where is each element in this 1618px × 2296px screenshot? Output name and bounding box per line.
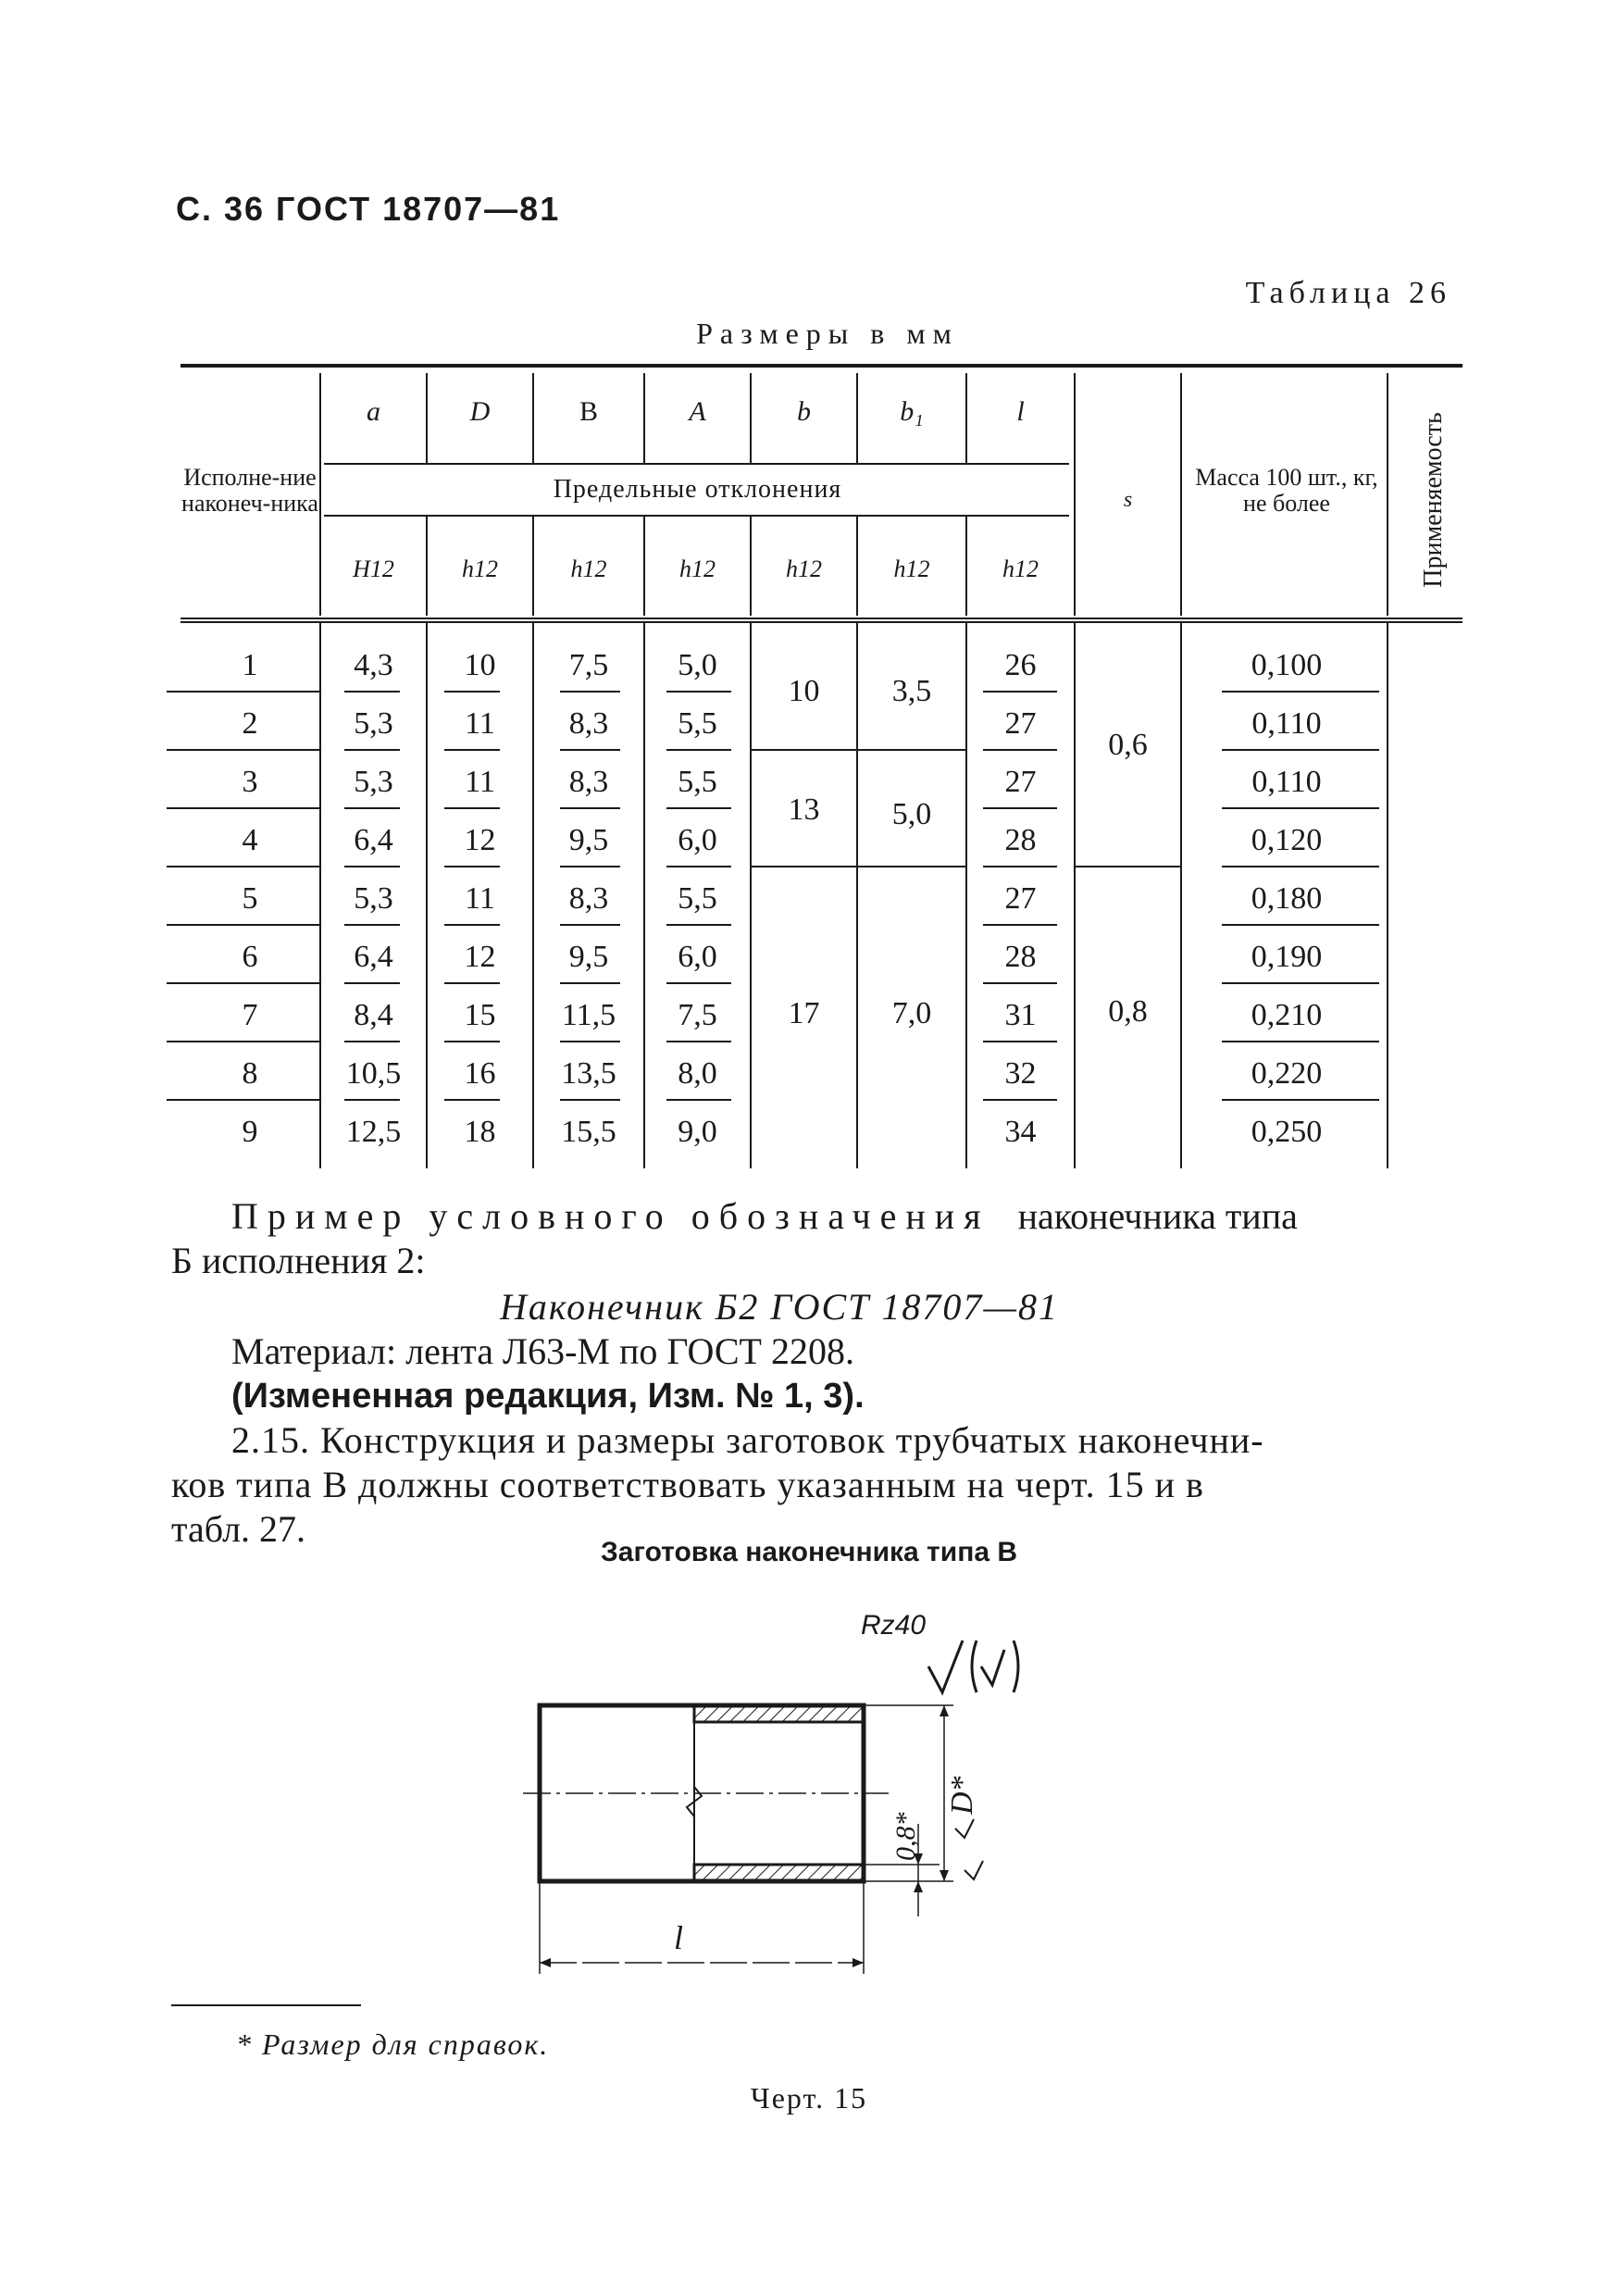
footnote-divider xyxy=(171,2004,361,2006)
cell-a: 6,4 xyxy=(354,940,393,974)
cell-B: 7,5 xyxy=(568,648,609,682)
cell-variant: 9 xyxy=(242,1115,258,1149)
blank-drawing xyxy=(518,1592,1037,1981)
cell-A: 9,0 xyxy=(678,1115,717,1149)
cell-B: 8,3 xyxy=(568,765,609,799)
cell-B: 9,5 xyxy=(568,823,609,857)
roughness-small-check-icon xyxy=(981,1650,1004,1685)
revision-note: (Измененная редакция, Изм. № 1, 3). xyxy=(231,1377,865,1416)
table-label: Таблица 26 xyxy=(1245,276,1451,310)
cell-D: 11 xyxy=(465,765,495,799)
header-mass: Масса 100 шт., кг, не более xyxy=(1195,464,1378,517)
material: Материал: лента Л63-М по ГОСТ 2208. xyxy=(231,1330,854,1372)
cell-B: 8,3 xyxy=(568,881,609,916)
cell-D: 11 xyxy=(465,881,495,916)
cell-A: 5,5 xyxy=(678,706,717,741)
cell-A: 5,0 xyxy=(678,648,717,682)
paren-open-icon xyxy=(972,1641,977,1692)
header-applicability: Применяемость xyxy=(1419,412,1448,588)
cell-variant: 7 xyxy=(242,998,258,1032)
tol-B: h12 xyxy=(570,555,607,582)
example-line-2: Б исполнения 2: xyxy=(171,1240,426,1281)
cell-b-group2: 13 xyxy=(788,792,820,827)
tol-A: h12 xyxy=(679,555,716,582)
cell-D: 16 xyxy=(464,1056,496,1091)
header-variant: Исполне-ние наконеч-ника xyxy=(181,464,318,517)
cell-l: 27 xyxy=(1004,706,1037,741)
cell-B: 15,5 xyxy=(561,1115,616,1149)
wall-top xyxy=(694,1705,864,1722)
cell-l: 27 xyxy=(1004,765,1037,799)
cell-A: 8,0 xyxy=(678,1056,717,1091)
cell-l: 28 xyxy=(1004,823,1037,857)
tol-D: h12 xyxy=(462,555,498,582)
cell-B: 13,5 xyxy=(561,1056,616,1091)
cell-D: 12 xyxy=(464,823,496,857)
header-A: A xyxy=(689,396,706,427)
wall-bottom xyxy=(694,1865,864,1881)
example-line-1 xyxy=(231,1194,1298,1239)
header-l: l xyxy=(1016,396,1025,427)
cell-A: 5,5 xyxy=(678,881,717,916)
cell-b-group3: 17 xyxy=(788,996,820,1030)
cell-b1-group3: 7,0 xyxy=(891,996,932,1030)
cell-mass: 0,210 xyxy=(1251,998,1323,1032)
example-tail: наконечника типа xyxy=(1017,1195,1298,1237)
header-a: a xyxy=(367,396,380,427)
cell-B: 11,5 xyxy=(561,998,616,1032)
paragraph-2-15-line-1: 2.15. Конструкция и размеры заготовок трубчатых наконечни- xyxy=(231,1419,1264,1461)
cell-s-group2: 0,8 xyxy=(1108,994,1148,1029)
cell-variant: 5 xyxy=(242,881,258,916)
table-units: Размеры в мм xyxy=(696,317,959,350)
cell-D: 10 xyxy=(464,648,496,682)
cell-variant: 1 xyxy=(242,648,258,682)
cell-mass: 0,220 xyxy=(1251,1056,1323,1091)
drawing-title: Заготовка наконечника типа В xyxy=(600,1537,1017,1567)
cell-mass: 0,110 xyxy=(1251,765,1322,799)
cell-mass: 0,180 xyxy=(1251,881,1323,916)
cell-D: 12 xyxy=(464,940,496,974)
cell-variant: 8 xyxy=(242,1056,258,1091)
cell-a: 5,3 xyxy=(354,881,393,916)
paragraph-2-15-line-3: табл. 27. xyxy=(171,1508,306,1550)
cell-D: 11 xyxy=(465,706,495,741)
example-lead: Пример условного обозначения xyxy=(231,1195,990,1237)
cell-mass: 0,100 xyxy=(1251,648,1323,682)
roughness-mark-icon xyxy=(955,1819,974,1838)
dim-diameter-label: D* xyxy=(945,1776,979,1815)
roughness-mark-icon xyxy=(965,1861,983,1879)
cell-variant: 6 xyxy=(242,940,258,974)
cell-mass: 0,250 xyxy=(1251,1115,1323,1149)
dim-length-label: l xyxy=(674,1919,684,1956)
roughness-check-icon xyxy=(928,1641,963,1692)
cell-D: 15 xyxy=(464,998,496,1032)
cell-a: 10,5 xyxy=(345,1056,402,1091)
header-b1: b₁ xyxy=(900,396,924,427)
designation: Наконечник Б2 ГОСТ 18707—81 xyxy=(500,1286,1059,1328)
header-b: b xyxy=(797,396,811,427)
tol-a: H12 xyxy=(353,555,394,582)
cell-l: 26 xyxy=(1004,648,1037,682)
cell-b1-group2: 5,0 xyxy=(891,797,932,831)
cell-a: 12,5 xyxy=(345,1115,402,1149)
header-s: s xyxy=(1123,487,1133,512)
cell-D: 18 xyxy=(464,1115,496,1149)
cell-b-group1: 10 xyxy=(788,674,820,708)
dim-thickness-label: 0,8* xyxy=(890,1812,921,1861)
cell-mass: 0,190 xyxy=(1251,940,1323,974)
footnote: * Размер для справок. xyxy=(236,2028,550,2061)
cell-a: 5,3 xyxy=(354,706,393,741)
cell-A: 5,5 xyxy=(678,765,717,799)
cell-mass: 0,110 xyxy=(1251,706,1322,741)
drawing-number: Черт. 15 xyxy=(750,2081,868,2115)
paren-close-icon xyxy=(1014,1641,1018,1692)
cell-s-group1: 0,6 xyxy=(1108,728,1148,762)
roughness-label: Rz40 xyxy=(861,1610,927,1641)
cell-l: 34 xyxy=(1004,1115,1037,1149)
cell-a: 8,4 xyxy=(354,998,393,1032)
cell-variant: 4 xyxy=(242,823,258,857)
cell-A: 6,0 xyxy=(678,823,717,857)
cell-B: 8,3 xyxy=(568,706,609,741)
header-B: B xyxy=(579,396,598,427)
cell-mass: 0,120 xyxy=(1251,823,1323,857)
cell-l: 32 xyxy=(1004,1056,1037,1091)
cell-l: 31 xyxy=(1004,998,1037,1032)
tol-b1: h12 xyxy=(893,555,930,582)
cell-A: 7,5 xyxy=(678,998,717,1032)
cell-B: 9,5 xyxy=(568,940,609,974)
cell-variant: 3 xyxy=(242,765,258,799)
tol-b: h12 xyxy=(786,555,822,582)
paragraph-2-15-line-2: ков типа В должны соответствовать указанным на черт. 15 и в xyxy=(171,1464,1204,1505)
header-D: D xyxy=(469,396,491,427)
cell-variant: 2 xyxy=(242,706,258,741)
page-header: С. 36 ГОСТ 18707—81 xyxy=(176,190,561,228)
cell-l: 28 xyxy=(1004,940,1037,974)
cell-a: 4,3 xyxy=(354,648,393,682)
header-limit-deviations: Предельные отклонения xyxy=(553,475,842,504)
cell-a: 5,3 xyxy=(354,765,393,799)
cell-a: 6,4 xyxy=(354,823,393,857)
tol-l: h12 xyxy=(1002,555,1039,582)
cell-l: 27 xyxy=(1004,881,1037,916)
cell-A: 6,0 xyxy=(678,940,717,974)
cell-b1-group1: 3,5 xyxy=(891,674,932,708)
